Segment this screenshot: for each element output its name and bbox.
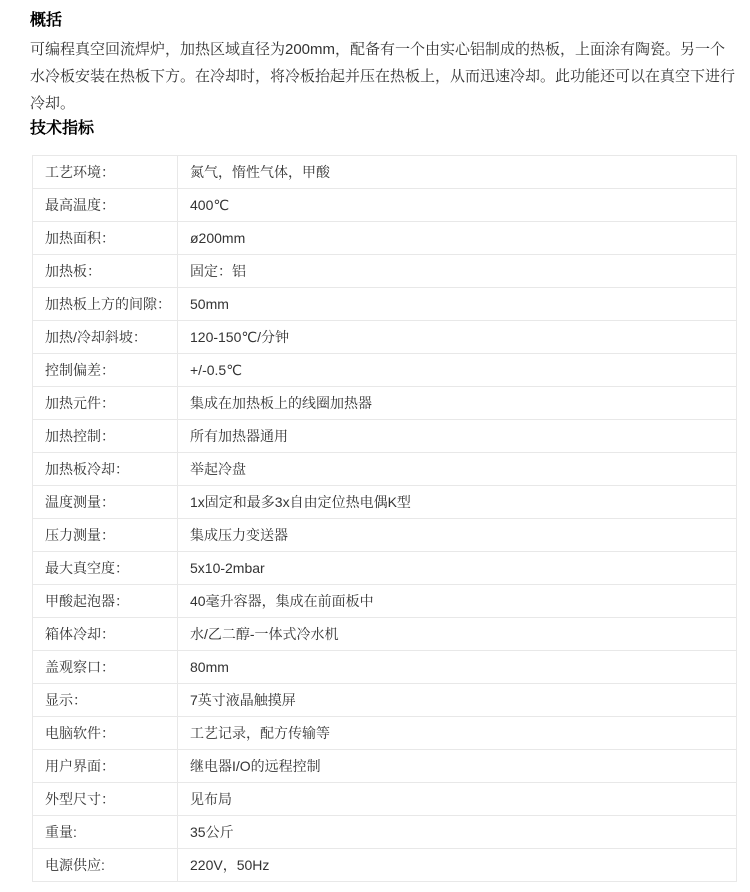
spec-row — [33, 849, 737, 882]
specs-table-body — [33, 156, 737, 882]
spec-label: 加热元件： — [33, 387, 178, 420]
spec-label: 箱体冷却： — [33, 618, 178, 651]
spec-row — [33, 816, 737, 849]
spec-label: 加热板冷却： — [33, 453, 178, 486]
spec-value: 400℃ — [178, 189, 737, 222]
spec-row — [33, 618, 737, 651]
spec-value: 35公斤 — [178, 816, 737, 849]
spec-label: 甲酸起泡器： — [33, 585, 178, 618]
spec-row — [33, 519, 737, 552]
spec-label: 外型尺寸： — [33, 783, 178, 816]
spec-row — [33, 387, 737, 420]
spec-row — [33, 783, 737, 816]
spec-row — [33, 750, 737, 783]
spec-row — [33, 156, 737, 189]
spec-label: 最大真空度： — [33, 552, 178, 585]
spec-value: +/-0.5℃ — [178, 354, 737, 387]
spec-value: 所有加热器通用 — [178, 420, 737, 453]
spec-value: 50mm — [178, 288, 737, 321]
spec-label: 压力测量： — [33, 519, 178, 552]
spec-row — [33, 222, 737, 255]
spec-value: 集成压力变送器 — [178, 519, 737, 552]
overview-paragraph: 可编程真空回流焊炉，加热区域直径为200mm，配备有一个由实心铝制成的热板，上面涂有陶瓷。另一个水冷板安装在热板下方。在冷却时，将冷板抬起并压在热板上，从而迅速冷却。此功能还可以在真空下进行冷却。 — [30, 41, 736, 112]
spec-value: 举起冷盘 — [178, 453, 737, 486]
spec-value: 7英寸液晶触摸屏 — [178, 684, 737, 717]
spec-row — [33, 354, 737, 387]
spec-value: ø200mm — [178, 222, 737, 255]
spec-label: 工艺环境： — [33, 156, 178, 189]
spec-label: 用户界面： — [33, 750, 178, 783]
spec-label: 重量: — [33, 816, 178, 849]
spec-row — [33, 552, 737, 585]
spec-value: 1x固定和最多3x自由定位热电偶K型 — [178, 486, 737, 519]
spec-row — [33, 486, 737, 519]
spec-label: 显示： — [33, 684, 178, 717]
spec-label: 盖观察口： — [33, 651, 178, 684]
spec-label: 加热控制： — [33, 420, 178, 453]
spec-label: 加热面积： — [33, 222, 178, 255]
specs-heading: 技术指标 — [30, 120, 95, 137]
spec-value: 5x10-2mbar — [178, 552, 737, 585]
spec-value: 氮气，惰性气体，甲酸 — [178, 156, 737, 189]
overview-heading: 概括 — [30, 12, 63, 29]
spec-row — [33, 651, 737, 684]
spec-label: 电脑软件： — [33, 717, 178, 750]
spec-label: 加热板： — [33, 255, 178, 288]
spec-row — [33, 255, 737, 288]
spec-label: 加热/冷却斜坡： — [33, 321, 178, 354]
spec-value: 固定：铝 — [178, 255, 737, 288]
spec-row — [33, 189, 737, 222]
spec-value: 80mm — [178, 651, 737, 684]
specs-table — [32, 155, 737, 882]
spec-row — [33, 453, 737, 486]
spec-value: 220V，50Hz — [178, 849, 737, 882]
spec-label: 最高温度： — [33, 189, 178, 222]
spec-value: 120-150℃/分钟 — [178, 321, 737, 354]
spec-value: 40毫升容器，集成在前面板中 — [178, 585, 737, 618]
spec-label: 电源供应: — [33, 849, 178, 882]
spec-row — [33, 585, 737, 618]
spec-row — [33, 717, 737, 750]
spec-label: 加热板上方的间隙： — [33, 288, 178, 321]
spec-row — [33, 420, 737, 453]
spec-row — [33, 288, 737, 321]
spec-label: 控制偏差： — [33, 354, 178, 387]
spec-value: 集成在加热板上的线圈加热器 — [178, 387, 737, 420]
spec-value: 水/乙二醇-一体式冷水机 — [178, 618, 737, 651]
spec-row — [33, 321, 737, 354]
spec-label: 温度测量： — [33, 486, 178, 519]
spec-value: 继电器I/O的远程控制 — [178, 750, 737, 783]
spec-value: 工艺记录，配方传输等 — [178, 717, 737, 750]
spec-value: 见布局 — [178, 783, 737, 816]
spec-row — [33, 684, 737, 717]
